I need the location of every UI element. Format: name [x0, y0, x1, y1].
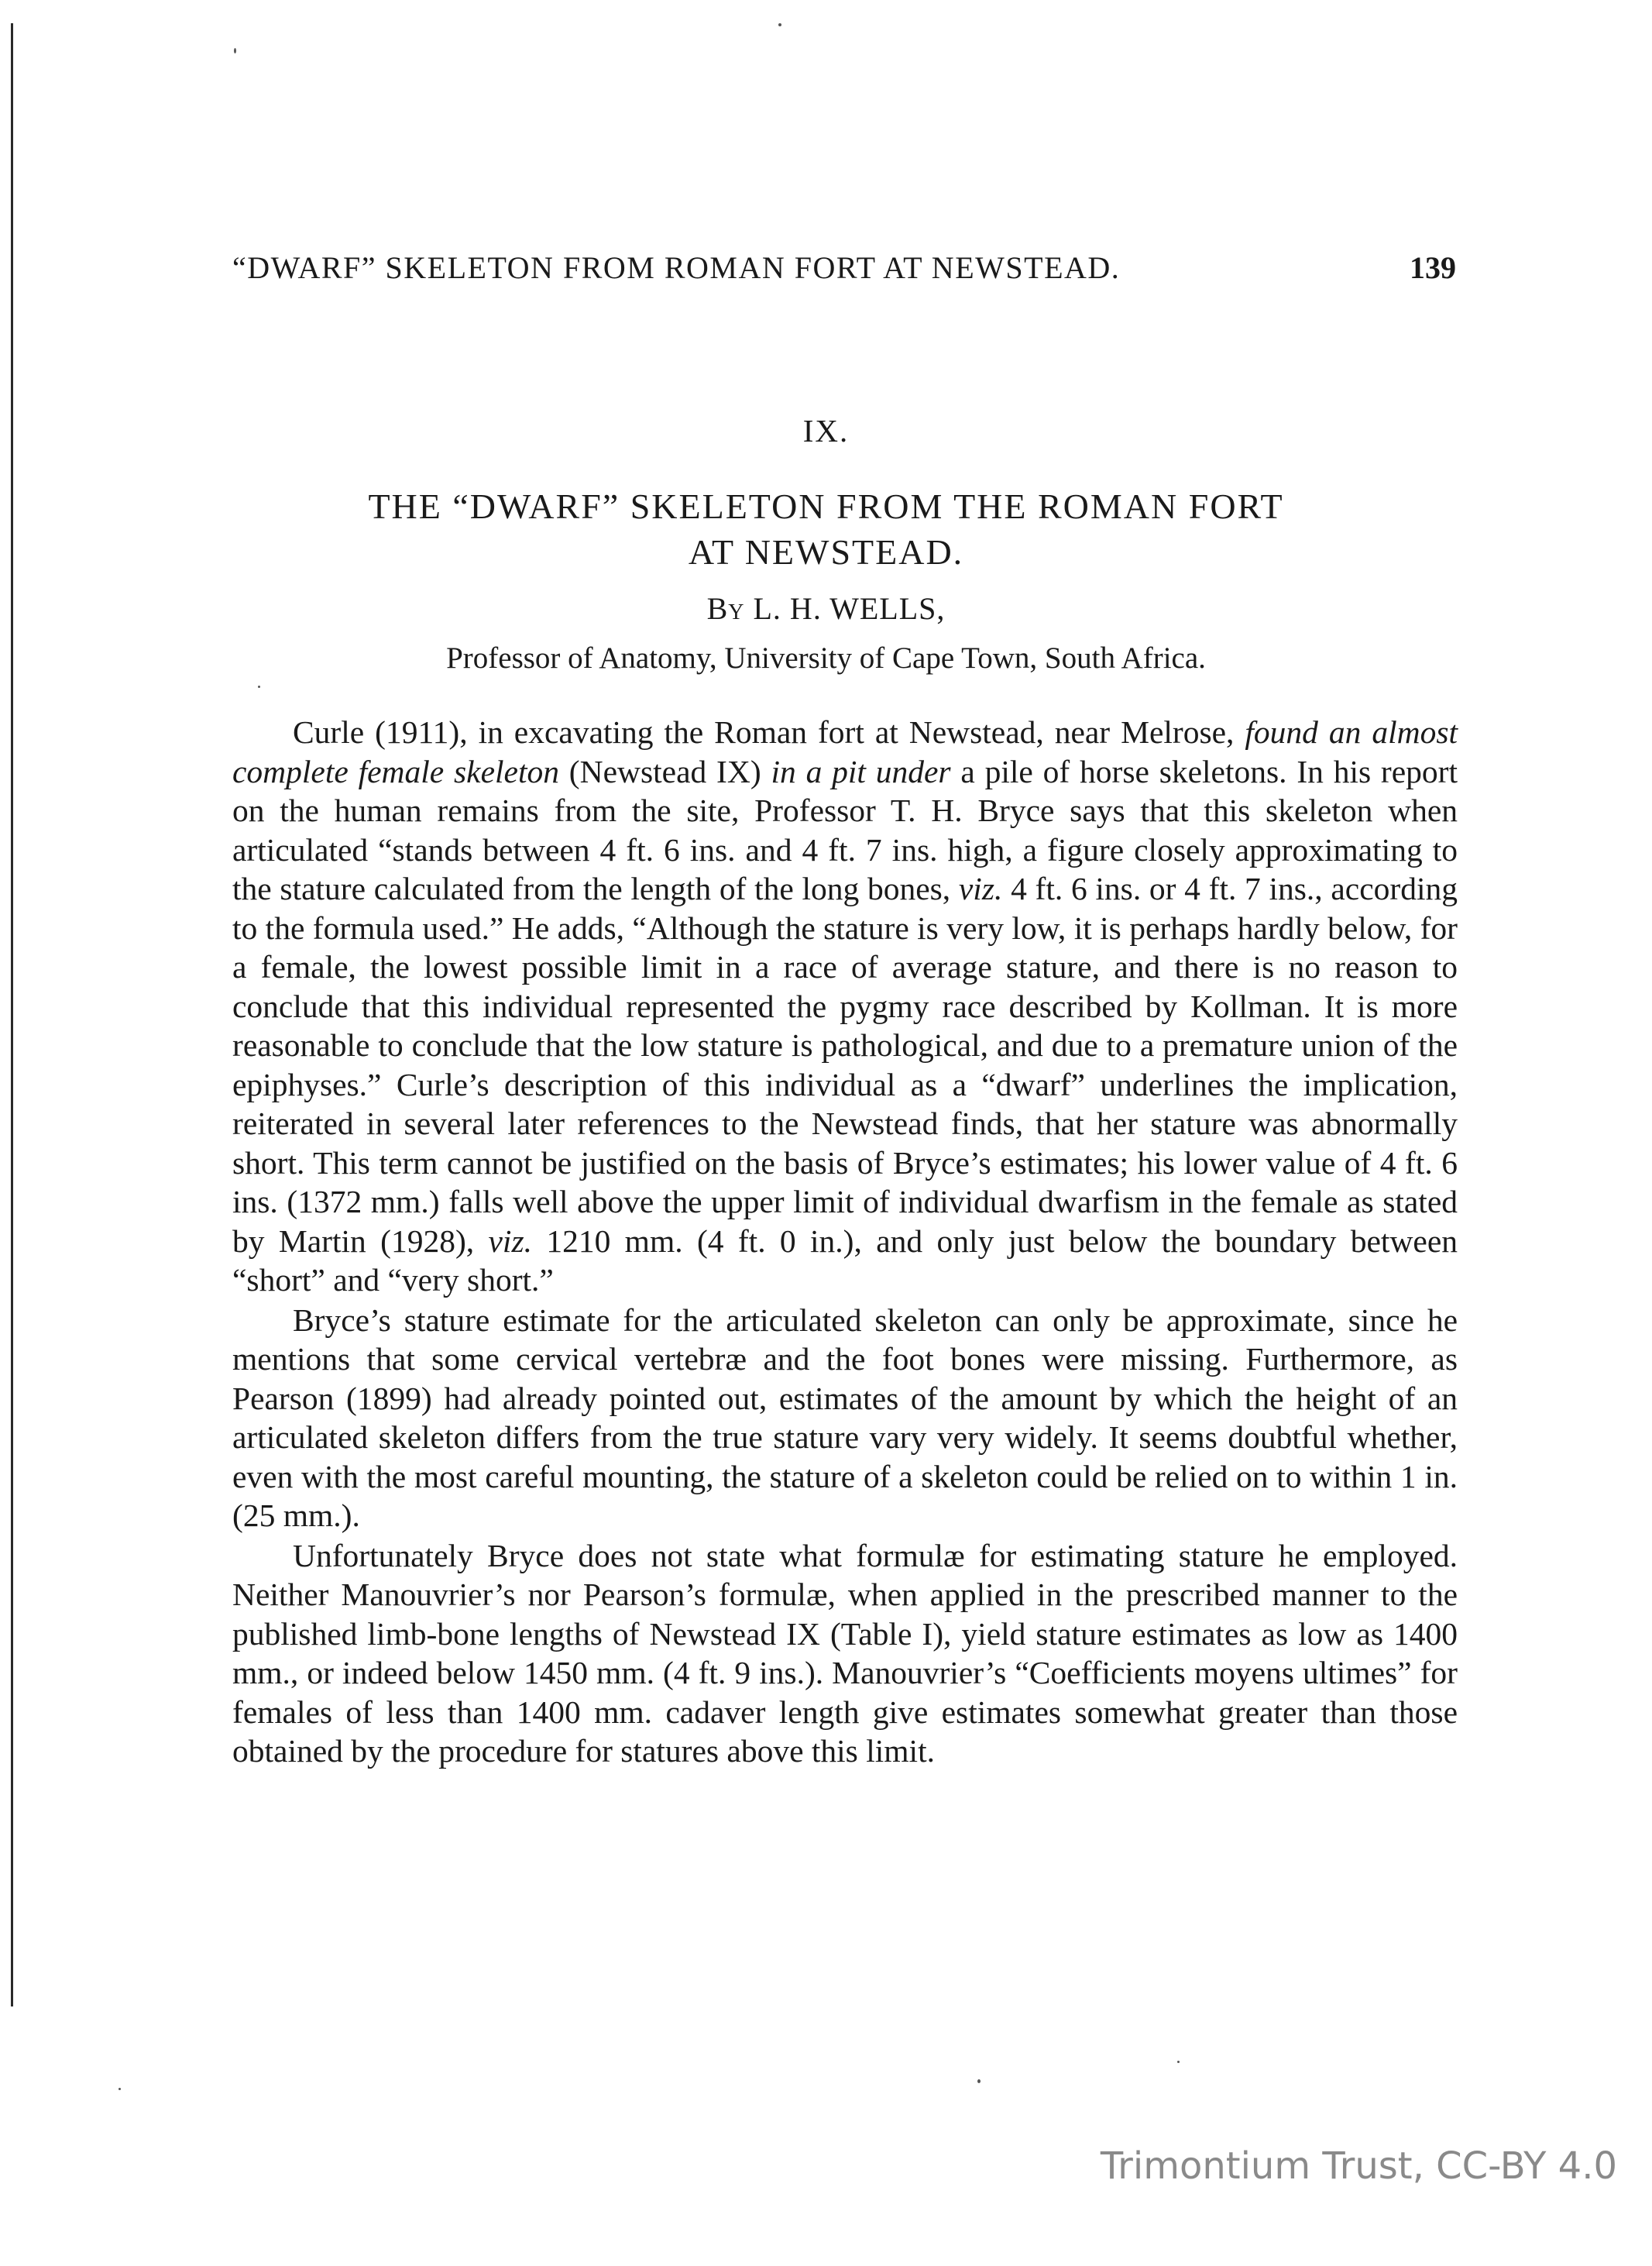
paragraph-1-text: a pile of horse skeletons. In his report on the human remains from the site, Professor T. H. Bryce says that this skeleton when articulated “stands between 4 ft. 6 ins. and 4 ft. 7 ins. high, a figure closely approximating to the stature calculated from the length of the long bones, [232, 753, 1458, 906]
body-text [232, 713, 1458, 1771]
article-number: IX. [802, 413, 850, 449]
scan-speck [1177, 2061, 1180, 2063]
scan-speck [118, 2088, 121, 2090]
byline-prefix: By [706, 591, 745, 626]
author-affiliation: Professor of Anatomy, University of Cape Town, South Africa. [446, 641, 1206, 675]
paragraph-1 [232, 713, 1458, 1300]
title-line-1: THE “DWARF” SKELETON FROM THE ROMAN FORT [368, 487, 1284, 526]
paragraph-1-text: (Newstead IX) [568, 753, 761, 789]
scan-speck [778, 23, 781, 26]
italic-phrase: found an almost complete female skeleton [232, 714, 1458, 789]
italic-viz: viz. [488, 1222, 532, 1259]
scan-speck [258, 686, 260, 688]
license-watermark: Trimontium Trust, CC-BY 4.0 [1100, 2144, 1617, 2188]
paragraph-1-text: 4 ft. 6 ins. or 4 ft. 7 ins., according to the formula used.” He adds, “Although the stature is very low, it is perhaps hardly below, for a female, the lowest possible limit in a race of average stature, and there is no reason to conclude that this individual represented the pygmy race described by Kollman. It is more reasonable to conclude that the low stature is pathological, and due to a premature union of the epiphyses.” Curle’s description of this individual as a “dwarf” underlines the implication, reiterated in several later references to the Newstead finds, that her stature was abnormally short. This term cannot be justified on the basis of Bryce’s estimates; his lower value of 4 ft. 6 ins. (1372 mm.) falls well above the upper limit of individual dwarfism in the female as stated by Martin (1928), [232, 871, 1458, 1259]
paragraph-1-text: Curle (1911), in excavating the Roman fort at Newstead, near Melrose, [293, 714, 1235, 750]
italic-viz: viz. [958, 871, 1003, 906]
scan-speck [977, 2079, 981, 2083]
author-name: L. H. WELLS, [753, 591, 946, 626]
title-line-2: AT NEWSTEAD. [688, 532, 964, 572]
italic-phrase: in a pit under [771, 753, 951, 789]
page-number: 139 [1410, 250, 1456, 285]
paragraph-2: Bryce’s stature estimate for the articulated skeleton can only be approximate, since he mentions that some cervical vertebræ and the foot bones were missing. Furthermore, as Pearson (1899) had already pointed out, estimates of the amount by which the height of an articulated skeleton differs from the true stature vary very widely. It seems doubtful whether, even with the most careful mounting, the stature of a skeleton could be relied on to within 1 in. (25 mm.). [232, 1301, 1458, 1533]
paragraph-3: Unfortunately Bryce does not state what formulæ for estimating stature he employed. Neither Manouvrier’s nor Pearson’s formulæ, when applied in the prescribed manner to the published limb-bone lengths of Newstead IX (Table I), yield stature estimates as low as 1400 mm., or indeed below 1450 mm. (4 ft. 9 ins.). Manouvrier’s “Coefficients moyens ultimes” for females of less than 1400 mm. cadaver length give estimates somewhat greater than those obtained by the procedure for statures above this limit. [232, 1537, 1458, 1769]
byline [0, 590, 1652, 627]
paragraph-1-text: 1210 mm. (4 ft. 0 in.), and only just below the boundary between “short” and “very short.” [232, 1222, 1458, 1298]
article-title [0, 483, 1652, 575]
scan-speck [234, 48, 236, 53]
scan-edge-line [11, 23, 13, 2006]
running-head [232, 249, 1456, 286]
running-title: “DWARF” SKELETON FROM ROMAN FORT AT NEWSTEAD. [232, 250, 1121, 285]
